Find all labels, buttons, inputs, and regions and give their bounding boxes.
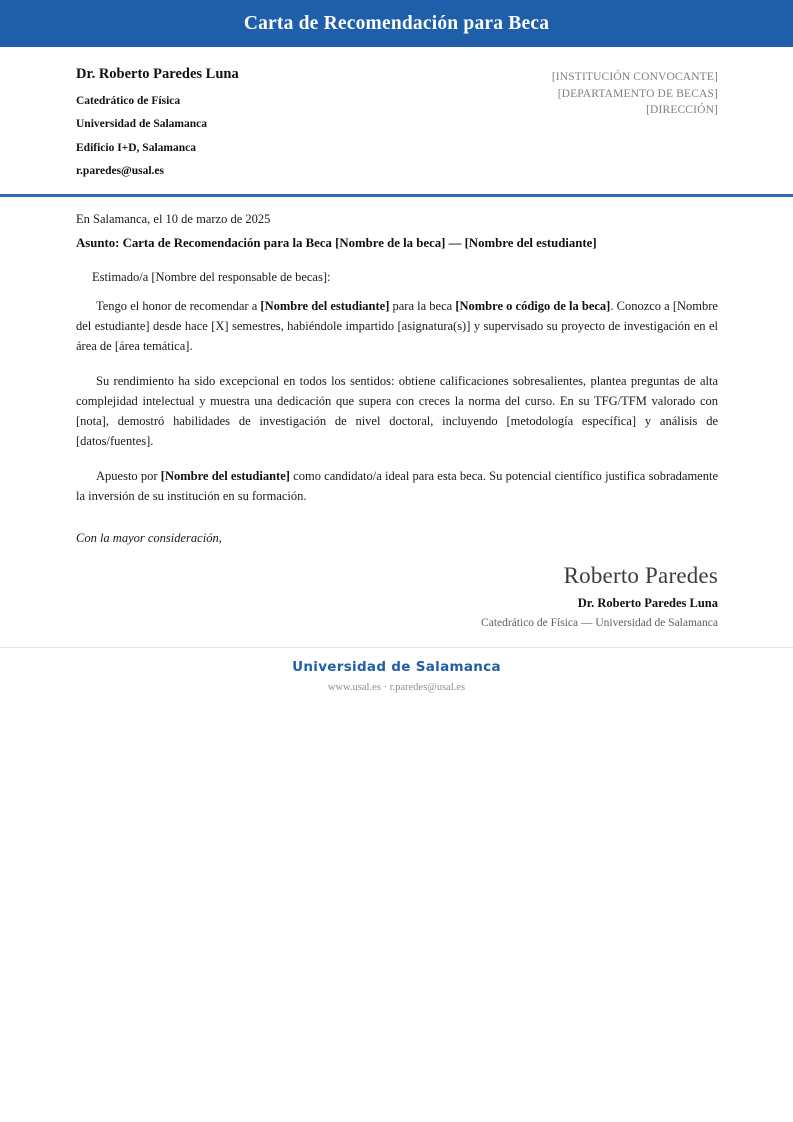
sender-block [76,65,239,180]
paragraph-3 [76,466,718,507]
sender-line-email: r.paredes@usal.es [76,165,165,178]
letterhead [0,47,793,180]
header-banner [0,0,793,47]
paragraph-1-bold-student: [Nombre del estudiante] [260,298,390,313]
footer-organization: Universidad de Salamanca [292,659,501,676]
closing-line: Con la mayor consideración, [76,531,222,546]
paragraph-3-bold-student: [Nombre del estudiante] [160,468,290,483]
signature-handwriting: Roberto Paredes [563,563,718,589]
paragraph-1-text-2: para la beca [389,298,456,313]
sender-line-title: Catedrático de Física [76,94,181,107]
subject-line: Asunto: Carta de Recomendación para la Beca [Nombre de la beca] — [Nombre del estudiante] [76,235,597,250]
paragraph-2: Su rendimiento ha sido excepcional en todos los sentidos: obtiene calificaciones sobresalientes, plantea preguntas de alta complejidad intelectual y muestra una dedicación que supera con creces la norma del curso. En su TFG/TFM valorado con [nota], demostró habilidades de investigación de nivel doctoral, incluyendo [metodología específica] y análisis de [datos/fuentes]. [76,373,718,449]
recipient-line-institution: [INSTITUCIÓN CONVOCANTE] [551,71,718,83]
paragraph-1 [76,296,718,357]
letter-body [0,197,793,548]
sender-name: Dr. Roberto Paredes Luna [76,66,239,82]
paragraph-1-bold-grant: [Nombre o código de la beca] [455,298,611,313]
recipient-line-address: [DIRECCIÓN] [646,104,718,117]
sender-line-address: Edificio I+D, Salamanca [76,141,196,154]
salutation: Estimado/a [Nombre del responsable de becas]: [92,269,331,284]
paragraph-1-text-3: . Conozco a [Nombre del estudiante] desde hace [X] semestres, habiéndole impartido [asignatura(s)] y supervisado su proyecto de investigación en el área de [área temática]. [76,298,718,354]
page-title: Carta de Recomendación para Beca [243,12,550,34]
date-line: En Salamanca, el 10 de marzo de 2025 [76,211,271,226]
sender-line-institution: Universidad de Salamanca [76,118,207,131]
paragraph-3-text-2: como candidato/a ideal para esta beca. Su potencial científico justifica sobradamente la inversión de su institución en su formación. [76,468,718,503]
signature-block [0,548,793,631]
paragraph-1-text-1: Tengo el honor de recomendar a [96,298,261,313]
signature-full-name: Dr. Roberto Paredes Luna [577,595,718,610]
footer [0,648,793,694]
recipient-line-department: [DEPARTAMENTO DE BECAS] [557,87,718,100]
footer-contact: www.usal.es · r.paredes@usal.es [327,681,466,693]
signature-role: Catedrático de Física — Universidad de Salamanca [481,617,718,630]
recipient-block [552,65,718,119]
paragraph-3-text-1: Apuesto por [96,468,161,483]
